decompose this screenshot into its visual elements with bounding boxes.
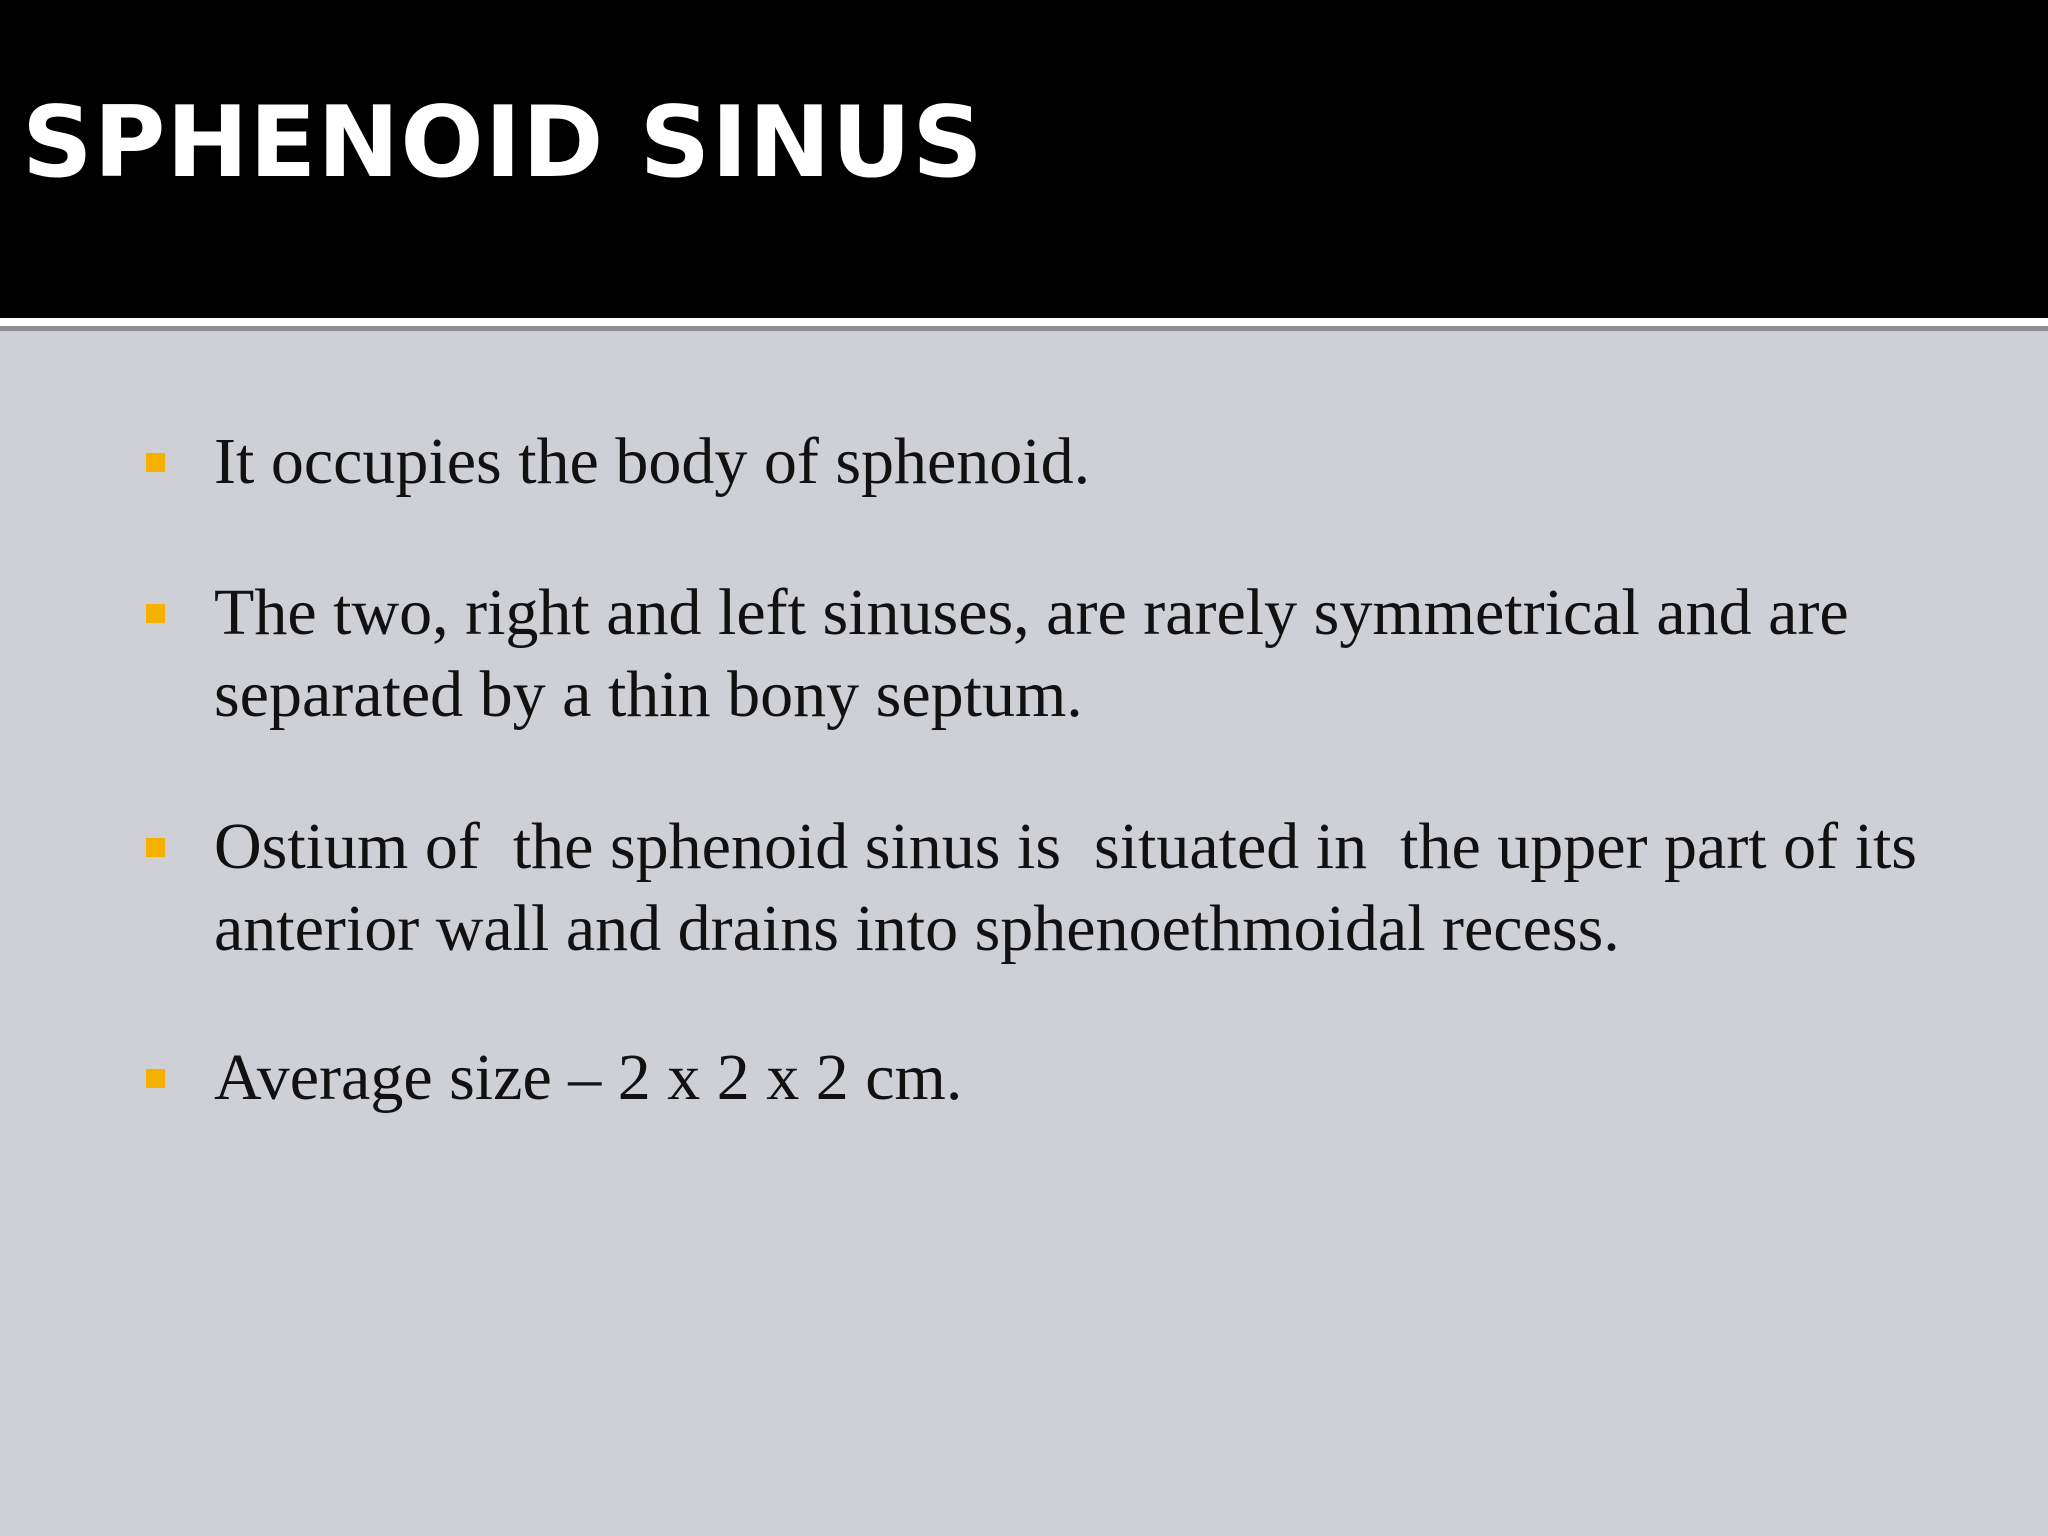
bullet-text: The two, right and left sinuses, are rarely symmetrical and are separated by a thin bony septum. — [214, 576, 1866, 731]
bullet-item — [214, 806, 1954, 970]
square-bullet-icon — [146, 838, 165, 857]
square-bullet-icon — [146, 1069, 165, 1088]
bullet-text: It occupies the body of sphenoid. — [214, 425, 1091, 498]
bullet-text: Ostium of the sphenoid sinus is situated in the upper part of its anterior wall and drains into sphenoethmoidal recess. — [214, 810, 1934, 965]
slide-title: SPHENOID SINUS — [22, 86, 984, 200]
bullet-item — [214, 421, 1954, 503]
square-bullet-icon — [146, 604, 165, 623]
square-bullet-icon — [146, 453, 165, 472]
bullet-item — [214, 572, 1954, 736]
bullet-text: Average size – 2 x 2 x 2 cm. — [214, 1041, 963, 1114]
bullet-item — [214, 1037, 1954, 1119]
